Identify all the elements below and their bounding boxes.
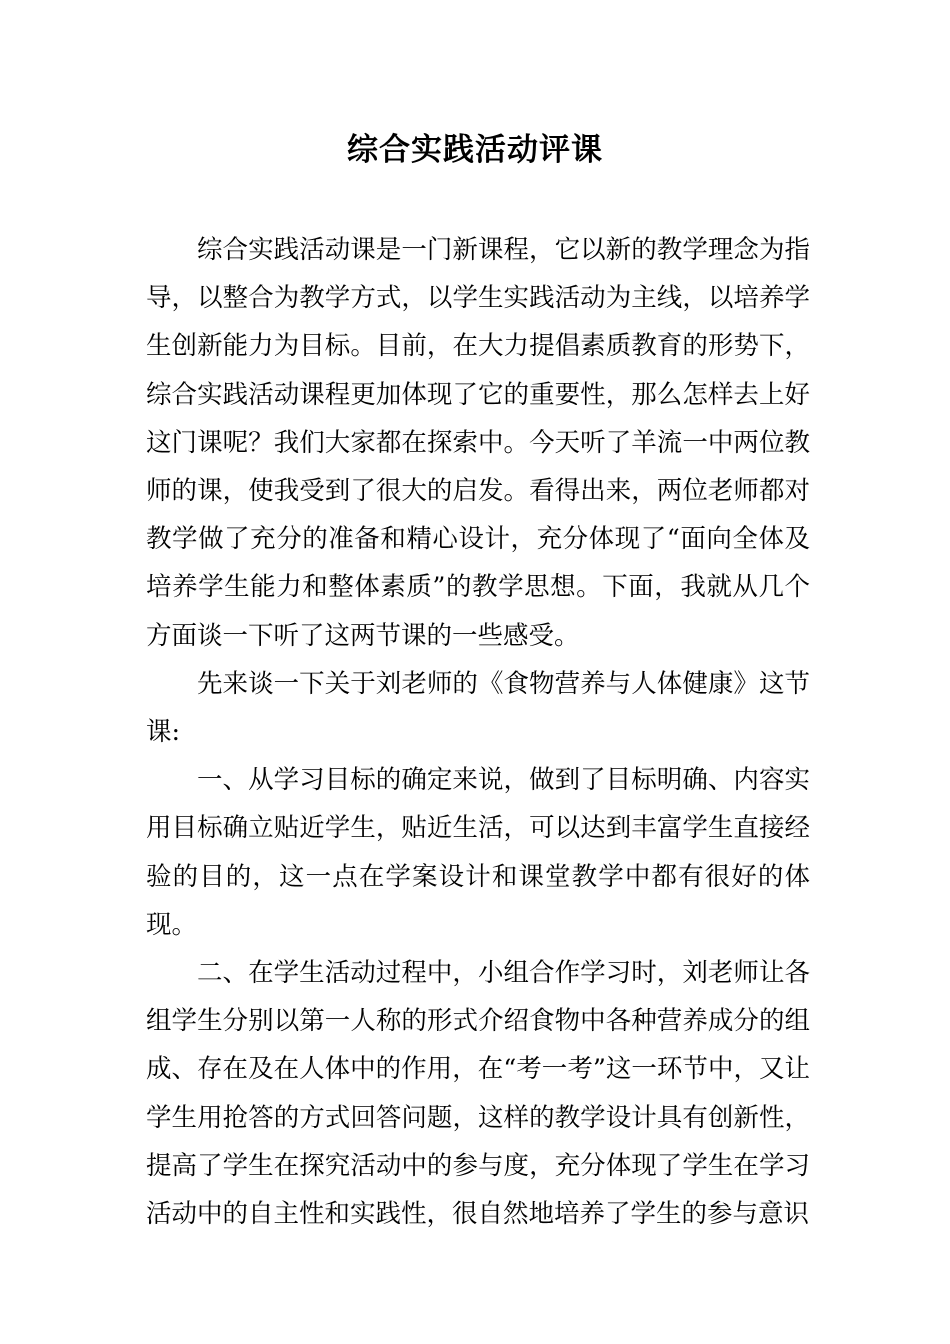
paragraph-intro: 综合实践活动课是一门新课程，它以新的教学理念为指导，以整合为教学方式，以学生实践活动为主线，以培养学生创新能力为目标。目前，在大力提倡素质教育的形势下，综合实践活动课程更加体现了它的重要性，那么怎样去上好这门课呢？我们大家都在探索中。今天听了羊流一中两位教师的课，使我受到了很大的启发。看得出来，两位老师都对教学做了充分的准备和精心设计，充分体现了“面向全体及培养学生能力和整体素质”的教学思想。下面，我就从几个方面谈一下听了这两节课的一些感受。	[146, 235, 810, 651]
paragraph-point-two: 二、在学生活动过程中，小组合作学习时，刘老师让各组学生分别以第一人称的形式介绍食物中各种营养成分的组成、存在及在人体中的作用，在“考一考”这一环节中，又让学生用抢答的方式回答问题，这样的教学设计具有创新性，提高了学生在探究活动中的参与度，充分体现了学生在学习活动中的自主性和实践性，很自然地培养了学生的参与意识	[146, 958, 810, 1230]
paragraph-point-one: 一、从学习目标的确定来说，做到了目标明确、内容实用目标确立贴近学生，贴近生活，可以达到丰富学生直接经验的目的，这一点在学案设计和课堂教学中都有很好的体现。	[146, 765, 810, 940]
paragraph-lesson-heading: 先来谈一下关于刘老师的《食物营养与人体健康》这节课:	[146, 668, 810, 748]
document-title: 综合实践活动评课	[347, 132, 603, 168]
document-body	[146, 226, 810, 1238]
